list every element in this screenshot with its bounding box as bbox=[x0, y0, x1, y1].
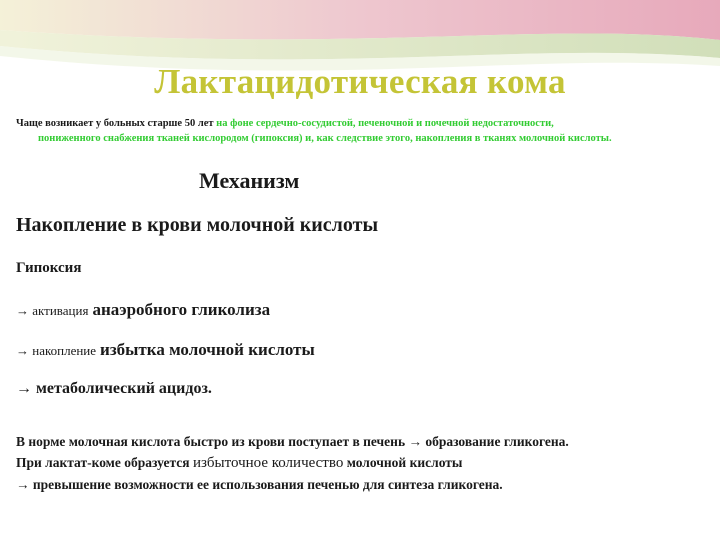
lactat-part-a: При лактат-коме образуется bbox=[16, 455, 190, 470]
step-accumulation-prefix: → накопление bbox=[16, 343, 97, 358]
lactat-part-b: избыточное количество bbox=[192, 455, 344, 471]
step-glycolysis bbox=[16, 300, 270, 320]
excess-line: → превышение возможности ее использования печенью для синтеза гликогена. bbox=[16, 477, 503, 492]
accumulation-line: Накопление в крови молочной кислоты bbox=[16, 214, 379, 236]
hypoxia-line: Гипоксия bbox=[16, 260, 82, 276]
slide-title: Лактацидотическая кома bbox=[154, 62, 566, 101]
lactat-line bbox=[16, 452, 706, 474]
bottom-paragraph bbox=[16, 431, 706, 495]
step-acidosis: → метаболический ацидоз. bbox=[16, 380, 212, 397]
intro-highlight-1: на фоне сердечно-сосудистой, печеночной и почечной недостаточности, bbox=[216, 118, 554, 129]
norm-line: В норме молочная кислота быстро из крови поступает в печень → образование гликогена. bbox=[16, 434, 569, 449]
lactat-part-c: молочной кислоты bbox=[346, 455, 463, 470]
step-glycolysis-text: анаэробного гликолиза bbox=[92, 300, 271, 319]
mechanism-heading: Механизм bbox=[199, 168, 300, 193]
intro-paragraph bbox=[16, 116, 706, 146]
step-glycolysis-prefix: → активация bbox=[16, 303, 89, 318]
decorative-banner bbox=[0, 0, 720, 120]
step-accumulation-text: избытка молочной кислоты bbox=[100, 340, 315, 359]
intro-highlight-2: пониженного снабжения тканей кислородом (гипоксия) и, как следствие этого, накопления в тканях молочной кислоты. bbox=[38, 133, 612, 144]
intro-text: Чаще возникает у больных старше 50 лет bbox=[16, 118, 214, 129]
step-accumulation bbox=[16, 340, 315, 360]
